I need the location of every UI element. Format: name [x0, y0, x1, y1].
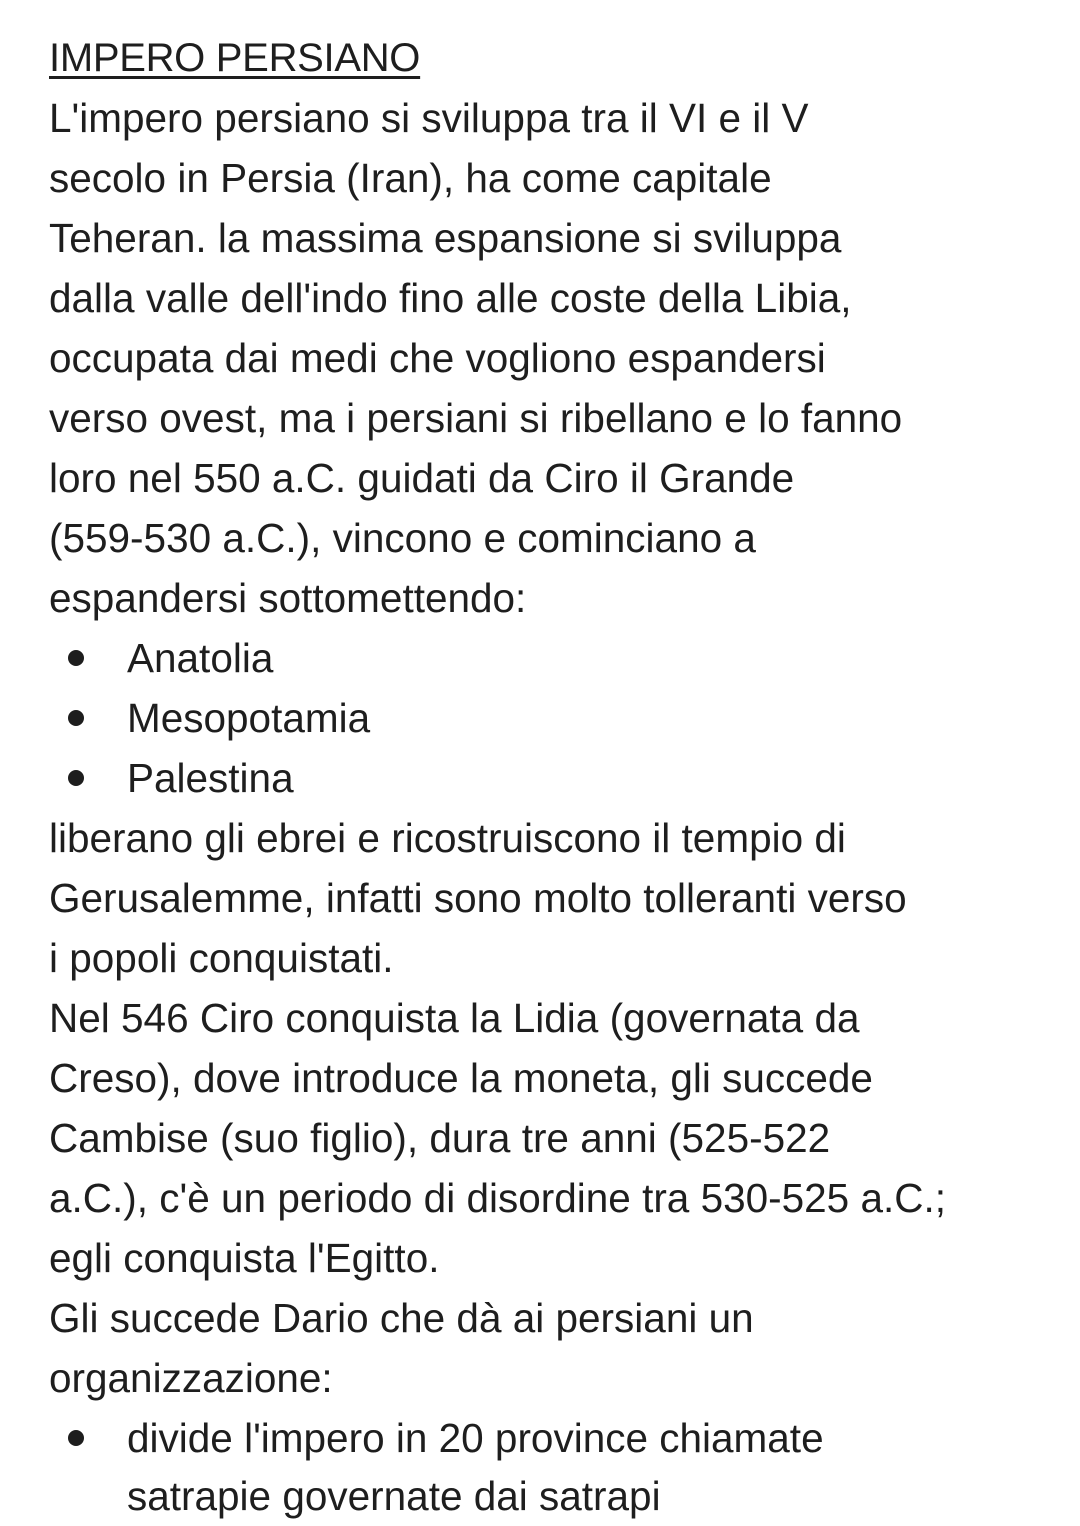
- list-item: Mesopotamia: [127, 695, 371, 741]
- bullet-icon: [68, 770, 84, 786]
- text-line: Gli succede Dario che dà ai persiani un: [49, 1295, 754, 1341]
- text-line: Nel 546 Ciro conquista la Lidia (governata da: [49, 995, 860, 1041]
- text-line: L'impero persiano si sviluppa tra il VI e il V: [49, 95, 809, 141]
- bullet-icon: [68, 650, 84, 666]
- text-line: secolo in Persia (Iran), ha come capitale: [49, 155, 772, 201]
- bullet-icon: [68, 1430, 84, 1446]
- text-line: loro nel 550 a.C. guidati da Ciro il Grande: [49, 455, 795, 501]
- text-line: i popoli conquistati.: [49, 935, 394, 981]
- text-line: Teheran. la massima espansione si sviluppa: [49, 215, 842, 261]
- text-line: espandersi sottomettendo:: [49, 575, 527, 621]
- text-line: a.C.), c'è un periodo di disordine tra 530-525 a.C.;: [49, 1175, 946, 1221]
- page-title: IMPERO PERSIANO: [49, 36, 421, 80]
- text-line: verso ovest, ma i persiani si ribellano e lo fanno: [49, 395, 903, 441]
- text-line: Gerusalemme, infatti sono molto tolleranti verso: [49, 875, 907, 921]
- list-item: Anatolia: [127, 635, 274, 681]
- list-item: Palestina: [127, 755, 294, 801]
- list-item: divide l'impero in 20 province chiamate: [127, 1415, 824, 1461]
- text-line: dalla valle dell'indo fino alle coste della Libia,: [49, 275, 852, 321]
- text-line: Cambise (suo figlio), dura tre anni (525-522: [49, 1115, 831, 1161]
- text-line: occupata dai medi che vogliono espandersi: [49, 335, 826, 381]
- text-line: (559-530 a.C.), vincono e cominciano a: [49, 515, 756, 561]
- text-line: liberano gli ebrei e ricostruiscono il tempio di: [49, 815, 846, 861]
- list-item-continuation: satrapie governate dai satrapi: [127, 1473, 661, 1519]
- text-line: organizzazione:: [49, 1355, 333, 1401]
- bullet-icon: [68, 710, 84, 726]
- text-line: egli conquista l'Egitto.: [49, 1235, 440, 1281]
- text-line: Creso), dove introduce la moneta, gli succede: [49, 1055, 873, 1101]
